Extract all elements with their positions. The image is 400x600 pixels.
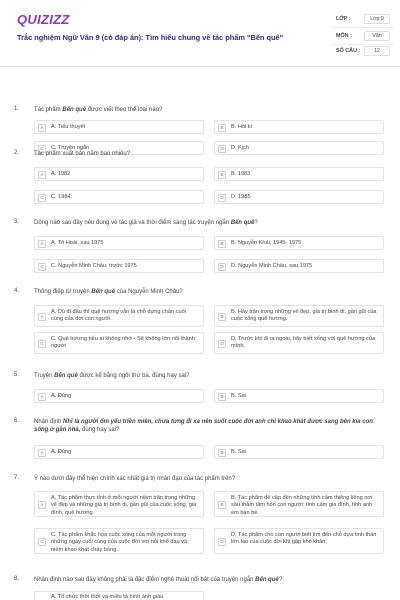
worksheet-header [0,0,400,66]
question-text: Tác phẩm xuất bản năm bao nhiêu? [34,151,131,157]
question-text: Ý nào dưới đây thể hiện chính xác nhất giá trị nhân đạo của tác phẩm trên? [34,476,236,482]
option-letter: C [38,145,46,153]
option-c[interactable]: C C. 1984 [34,190,204,204]
option-c[interactable]: C C. Nguyễn Minh Châu, trước 1975 [34,259,204,273]
option-a[interactable]: A A. Tiểu thuyết [34,120,204,134]
question-number: 2. [14,150,20,156]
option-b[interactable]: B B. Nguyễn Khải, 1945- 1975 [214,236,384,250]
meta-label-subject: MÔN : [336,33,352,39]
option-letter: A [38,124,46,132]
question-number: 4. [14,288,20,294]
option-d[interactable]: D D. 1985 [214,190,384,204]
meta-value-class: Lớp 9 [364,14,390,24]
option-a[interactable]: A A. Tô Hoài, sau 1975 [34,236,204,250]
option-d[interactable]: D D. Trước khi đi ra ngoài, hãy biết sống với quê hương của mình. [214,332,384,354]
option-b[interactable]: B B. 1983 [214,167,384,181]
option-c[interactable]: C C. Truyện ngắn [34,141,204,155]
header-divider [0,66,400,67]
question-number: 6. [14,418,20,424]
option-a[interactable]: A A. Tác phẩm thực tỉnh ở mỗi người niềm trân trọng những vẻ đẹp và những giá trị bình dị, gần gũi của cuộc sống, gia đình, quê hương. [34,491,204,517]
quizizz-logo: QUIZIZZ [17,12,70,27]
question-text: Nhận định Nhĩ là người ốm yếu triền miên, chưa từng đi xa nên suốt cuộc đời anh chỉ khao khát được sang bên kia con sông ở gần nhà, đúng hay sai? [34,419,373,433]
question-text: Nhận định nào sau đây không phải là đặc điểm nghệ thuật nổi bật của truyện ngắn Bến quê? [34,577,283,583]
option-a[interactable]: A A. Dù đi đâu thì quê hương vẫn là chỗ dựng chân cuối cùng của đời con người. [34,305,204,327]
option-a[interactable]: A A. Đúng [34,445,204,459]
question-number: 8. [14,576,20,582]
option-a[interactable]: A A. Đúng [34,389,204,403]
meta-divider [332,44,394,45]
meta-label-class: LỚP : [336,16,351,22]
question-number: 7. [14,475,20,481]
option-d[interactable]: D D. Nguyễn Minh Châu, sau 1975 [214,259,384,273]
meta-value-count: 12 [364,46,390,56]
option-b[interactable]: B B. Tác phẩm đề cập đến những tình cảm thiêng liêng nơi sâu thẳm tâm hồn con người: tình cảm gia đình, tình anh em bạn bè. [214,491,384,517]
option-d[interactable]: D D. Tác phẩm cho con người biết tìm đến chỗ dựa tinh thần lớn lao của cuộc đời khi gặp khó khăn. [214,528,384,554]
worksheet-title: Trắc nghiệm Ngữ Văn 9 (có đáp án): Tìm hiểu chung về tác phẩm "Bến quê" [17,33,284,42]
option-b[interactable]: B B. Hồi kí [214,120,384,134]
question-number: 1. [14,106,20,112]
option-c[interactable]: C C. Quê hương nếu ai không nhớ - Sẽ không lớn nổi thành người [34,332,204,354]
meta-label-count: SỐ CÂU : [336,48,361,54]
option-b[interactable]: B B. Sai [214,389,384,403]
option-b[interactable]: B B. Hãy trân trọng những vẻ đẹp, giá trị bình dị, gần gũi của cuộc sống quê hương. [214,305,384,327]
meta-divider [332,27,394,28]
question-text: Truyện Bến quê được kể bằng ngôi thứ ba, đúng hay sai? [34,373,190,379]
option-d[interactable]: D D. Kịch [214,141,384,155]
option-c[interactable]: C C. Tác phẩm khắc họa cuộc sống của một người trong những ngày cuối cùng của cuộc đời với nỗi khổ đau và niềm khao khát cháy bỏng. [34,528,204,554]
question-text: Thông điệp từ truyện Bến quê của Nguyễn Minh Châu? [34,289,183,295]
option-a[interactable]: A. Tổ chức thời thời và miêu tả hình ảnh giàu [34,591,204,600]
question-text: Dòng nào sau đây nêu đúng về tác giả và thời điểm sáng tác truyện ngắn Bến quê? [34,220,258,226]
question-number: 3. [14,219,20,225]
meta-value-subject: Văn [364,31,390,41]
question-text: Tác phẩm Bến quê được viết theo thể loại nào? [34,107,163,113]
option-letter: B [218,124,226,132]
option-letter: D [218,145,226,153]
option-b[interactable]: B B. Sai [214,445,384,459]
question-number: 5. [14,372,20,378]
option-a[interactable]: A A. 1982 [34,167,204,181]
